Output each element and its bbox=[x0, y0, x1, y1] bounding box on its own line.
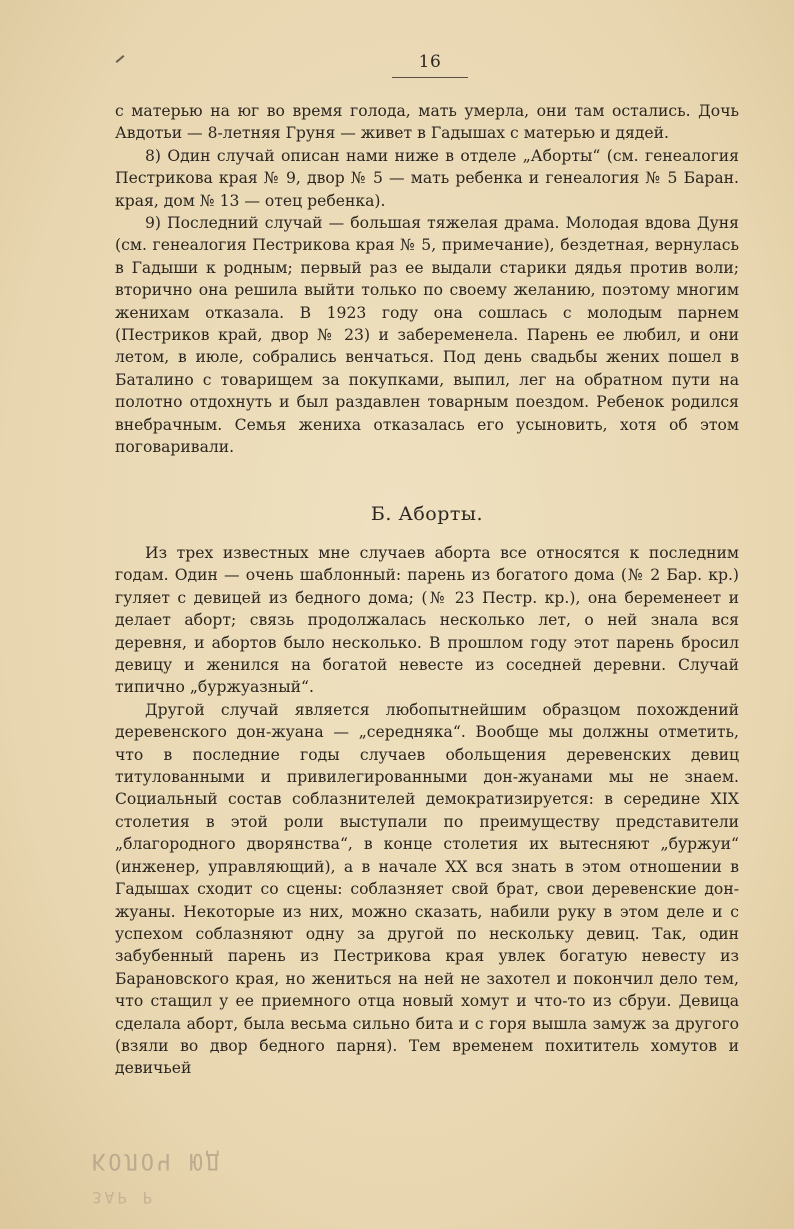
paragraph-abortions-2: Другой случай является любопытнейшим образцом похождений деревенского дон-жуана — „середняка“. Вообще мы должны отметить, что в последние годы случаев обольщения деревенских девиц титулованными и привилегированными дон-жуанами мы не знаем. Социальный состав соблазнителей демократизируется: в середине XIX столетия в этой роли выступали по преимуществу представители „благородного дворянства“, в конце столетия их вытесняют „буржуи“ (инженер, управляющий), а в начале XX вся знать в этом отношении в Гадышах сходит со сцены: соблазняет свой брат, свои деревенские дон-жуаны. Некоторые из них, можно сказать, набили руку в этом деле и с успехом соблазняют одну за другой по нескольку девиц. Так, один забубенный парень из Пестрикова края увлек богатую невесту из Барановского края, но жениться на ней не захотел и покончил дело тем, что стащил у ее приемного отца новый хомут и что-то из сбруи. Девица сделала аборт, была весьма сильно бита и с горя вышла замуж за другого (взяли во двор бедного парня). Тем временем похититель хомутов и девичьей bbox=[115, 700, 739, 1078]
paragraph-continuation: с матерью на юг во время голода, мать умерла, они там остались. Дочь Авдотьи — 8-летняя Груня — живет в Гадышах с матерью и дядей. bbox=[115, 102, 739, 143]
paragraph-abortions-1: Из трех известных мне случаев аборта все относятся к последним годам. Один — очень шаблонный: парень из богатого дома (№ 2 Бар. кр.) гуляет с девицей из бедного дома; (№ 23 Пестр. кр.), она беременеет и делает аборт; связь продолжалась несколько лет, о ней знала вся деревня, и абортов было несколько. В прошлом году этот парень бросил девицу и женился на богатой невесте из соседней деревни. Случай типично „буржуазный“. bbox=[115, 544, 739, 697]
paragraph-case-8: 8) Один случай описан нами ниже в отделе „Аборты“ (см. генеалогия Пестрикова края № 9, двор № 5 — мать ребенка и генеалогия № 5 Баран. края, дом № 13 — отец ребенка). bbox=[115, 146, 739, 210]
header-rule bbox=[392, 77, 468, 78]
library-stamp-line-2: ЗАР Р bbox=[92, 1188, 156, 1207]
page-number: 16 bbox=[418, 52, 442, 72]
section-heading: Б. Аборты. bbox=[370, 503, 484, 525]
text-block-abortions bbox=[115, 542, 739, 1080]
paragraph-case-9: 9) Последний случай — большая тяжелая драма. Молодая вдова Дуня (см. генеалогия Пестрикова края № 5, примечание), бездетная, вернулась в Гадыши к родным; первый раз ее выдали старики дядья против воли; вторично она решила выйти только по своему желанию, поэтому многим женихам отказала. В 1923 году она сошлась с молодым парнем (Пестриков край, двор № 23) и забеременела. Парень ее любил, и они летом, в июле, собрались венчаться. Под день свадьбы жених пошел в Баталино с товарищем за покупками, выпил, лег на обратном пути на полотно отдохнуть и был раздавлен товарным поездом. Ребенок родился внебрачным. Семья жениха отказалась его усыновить, хотя об этом поговаривали. bbox=[115, 214, 739, 457]
library-stamp-line-1: КОЛОЧ ЮД bbox=[92, 1148, 222, 1173]
pencil-mark bbox=[116, 55, 125, 63]
text-block-top bbox=[115, 100, 739, 459]
